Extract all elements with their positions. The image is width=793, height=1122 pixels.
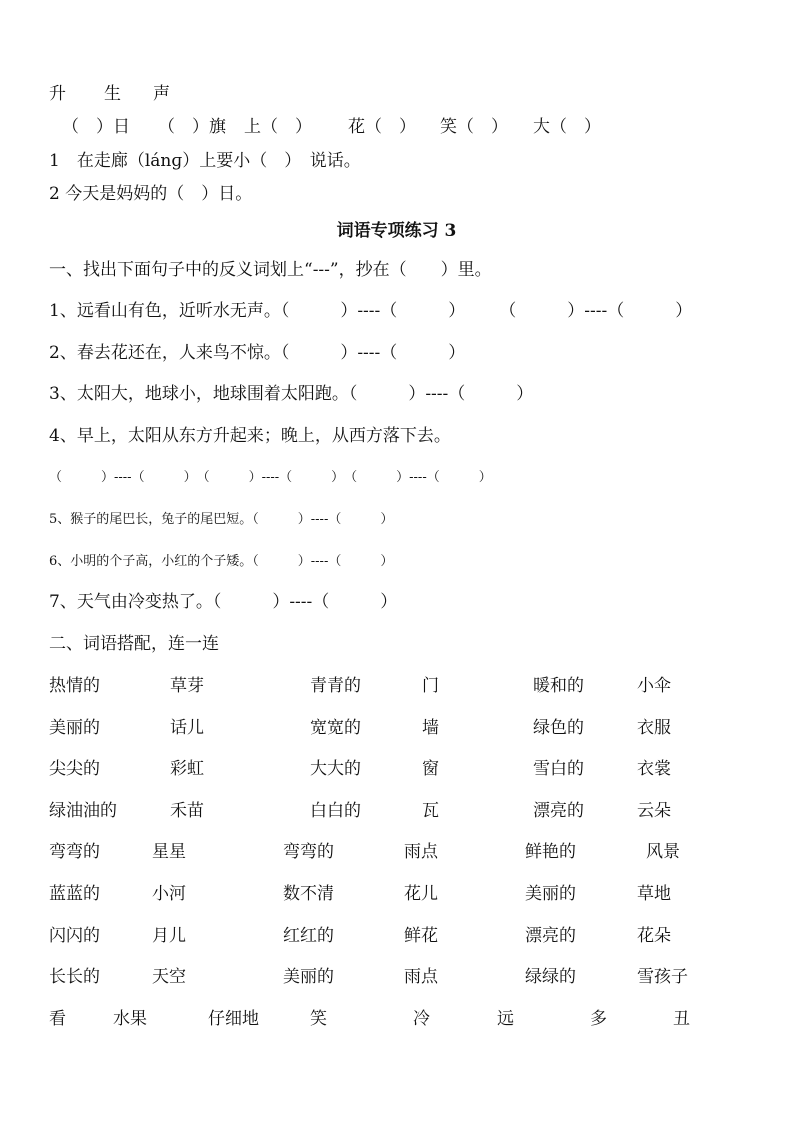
char-2: 生: [104, 84, 121, 104]
last-row-word: 仔细地: [208, 1009, 259, 1029]
match-word: 蓝蓝的: [49, 884, 100, 904]
section1-heading: 一、找出下面句子中的反义词划上“---”，抄在（ ）里。: [49, 260, 492, 280]
match-word: 雪孩子: [637, 967, 688, 987]
match-word: 禾苗: [170, 801, 204, 821]
match-word: 长长的: [49, 967, 100, 987]
match-word: 花儿: [404, 884, 438, 904]
match-word: 小河: [152, 884, 186, 904]
blank-2: （ ）旗: [158, 117, 226, 137]
match-word: 数不清: [283, 884, 334, 904]
exercise-item: 3、太阳大，地球小，地球围着太阳跑。（ ）----（ ）: [49, 384, 534, 404]
match-word: 美丽的: [525, 884, 576, 904]
exercise-item: 1、远看山有色，近听水无声。（ ）----（ ） （ ）----（ ）: [49, 301, 693, 321]
match-word: 绿油油的: [49, 801, 117, 821]
match-word: 雨点: [404, 842, 438, 862]
match-word: 漂亮的: [533, 801, 584, 821]
match-word: 云朵: [637, 801, 671, 821]
last-row-word: 水果: [113, 1009, 147, 1029]
char-1: 升: [49, 84, 66, 104]
match-word: 雪白的: [533, 759, 584, 779]
section2-heading: 二、词语搭配，连一连: [49, 634, 219, 654]
match-word: 闪闪的: [49, 926, 100, 946]
match-word: 星星: [152, 842, 186, 862]
match-word: 墙: [422, 718, 439, 738]
match-word: 风景: [646, 842, 680, 862]
last-row-word: 笑: [310, 1009, 327, 1029]
last-row-word: 远: [497, 1009, 514, 1029]
match-word: 美丽的: [49, 718, 100, 738]
page-title: 词语专项练习 3: [336, 221, 457, 241]
match-word: 话儿: [170, 718, 204, 738]
exercise-item: 7、天气由冷变热了。（ ）----（ ）: [49, 592, 398, 612]
match-word: 天空: [152, 967, 186, 987]
match-word: 花朵: [637, 926, 671, 946]
exercise-item: 6、小明的个子高，小红的个子矮。（ ）----（ ）: [49, 554, 394, 569]
blank-6: 大（ ）: [533, 117, 601, 137]
match-word: 红红的: [283, 926, 334, 946]
last-row-word: 冷: [413, 1009, 430, 1029]
match-word: 宽宽的: [310, 718, 361, 738]
match-word: 月儿: [152, 926, 186, 946]
match-word: 弯弯的: [283, 842, 334, 862]
match-word: 草地: [637, 884, 671, 904]
exercise-item: 4、早上，太阳从东方升起来；晚上，从西方落下去。: [49, 426, 451, 446]
blank-5: 笑（ ）: [440, 117, 508, 137]
match-word: 青青的: [310, 676, 361, 696]
match-word: 弯弯的: [49, 842, 100, 862]
match-word: 窗: [422, 759, 439, 779]
match-word: 绿绿的: [525, 967, 576, 987]
match-word: 尖尖的: [49, 759, 100, 779]
match-word: 暖和的: [533, 676, 584, 696]
match-word: 衣裳: [637, 759, 671, 779]
last-row-word: 多: [590, 1009, 607, 1029]
match-word: 鲜花: [404, 926, 438, 946]
exercise-item: （ ）----（ ） （ ）----（ ） （ ）----（ ）: [49, 470, 492, 485]
blank-4: 花（ ）: [348, 117, 416, 137]
sentence-1: 1 在走廊（lánɡ）上要小（ ） 说话。: [49, 151, 361, 171]
match-word: 彩虹: [170, 759, 204, 779]
exercise-item: 5、猴子的尾巴长，兔子的尾巴短。（ ）----（ ）: [49, 512, 394, 527]
match-word: 衣服: [637, 718, 671, 738]
match-word: 门: [422, 676, 439, 696]
match-word: 雨点: [404, 967, 438, 987]
match-word: 热情的: [49, 676, 100, 696]
char-3: 声: [153, 84, 170, 104]
match-word: 美丽的: [283, 967, 334, 987]
last-row-word: 看: [49, 1009, 66, 1029]
match-word: 草芽: [170, 676, 204, 696]
last-row-word: 丑: [673, 1009, 690, 1029]
blank-3: 上（ ）: [244, 117, 312, 137]
match-word: 大大的: [310, 759, 361, 779]
match-word: 漂亮的: [525, 926, 576, 946]
match-word: 瓦: [422, 801, 439, 821]
sentence-2: 2 今天是妈妈的（ ）日。: [49, 184, 253, 204]
match-word: 小伞: [637, 676, 671, 696]
match-word: 白白的: [310, 801, 361, 821]
match-word: 绿色的: [533, 718, 584, 738]
match-word: 鲜艳的: [525, 842, 576, 862]
exercise-item: 2、春去花还在，人来鸟不惊。（ ）----（ ）: [49, 343, 466, 363]
blank-1: （ ）日: [62, 117, 130, 137]
